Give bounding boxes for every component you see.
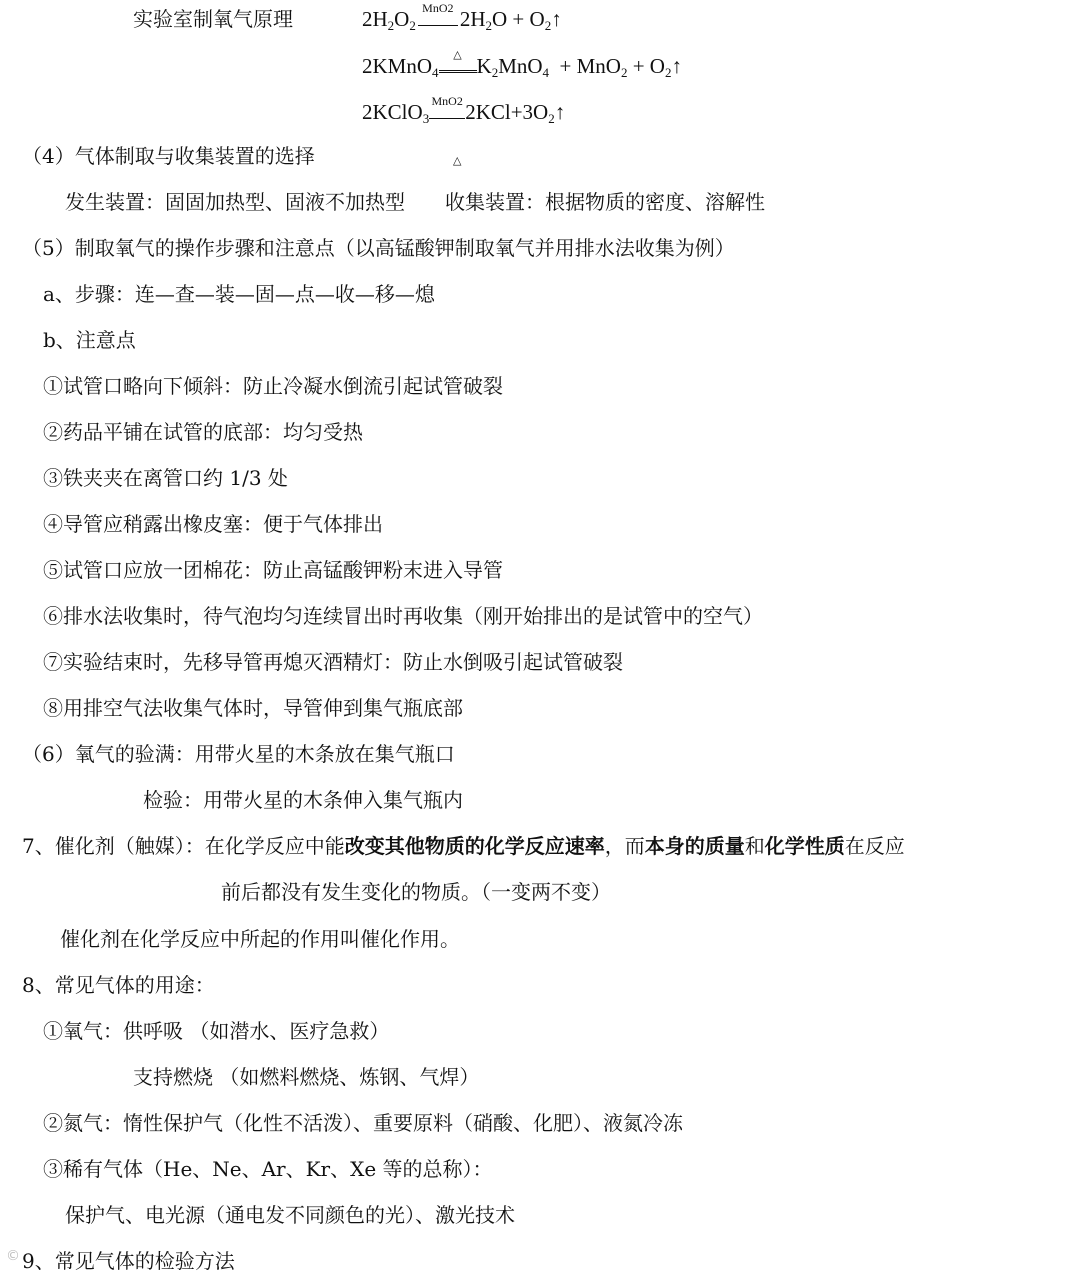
section-5-title: （5）制取氧气的操作步骤和注意点（以高锰酸钾制取氧气并用排水法收集为例） [22, 236, 735, 260]
section-5-steps: a、步骤：连—查—装—固—点—收—移—熄 [43, 282, 435, 306]
section-5-notes-title: b、注意点 [43, 328, 136, 352]
note-item: ⑧用排空气法收集气体时，导管伸到集气瓶底部 [43, 696, 463, 720]
catalyst-condition: MnO2 [431, 94, 463, 108]
rare-gas-use: 保护气、电光源（通电发不同颜色的光）、激光技术 [65, 1203, 515, 1227]
note-item: ①试管口略向下倾斜：防止冷凝水倒流引起试管破裂 [43, 374, 503, 398]
rare-gas-title: ③稀有气体（He、Ne、Ar、Kr、Xe 等的总称）： [43, 1157, 493, 1181]
note-item: ④导管应稍露出橡皮塞：便于气体排出 [43, 512, 383, 536]
lab-principle-label: 实验室制氧气原理 [133, 7, 293, 31]
note-item: ⑦实验结束时，先移导管再熄灭酒精灯：防止水倒吸引起试管破裂 [43, 650, 623, 674]
heat-triangle-icon: △ [453, 49, 462, 61]
equation-kmno4: 2KMnO$_4$ △ $K_2MnO_4 + MnO_2$ + $O_2↑$ [362, 49, 682, 80]
section-9-title: 9、常见气体的检验方法 [22, 1249, 235, 1273]
oxygen-use: ①氧气：供呼吸 （如潜水、医疗急救） [43, 1019, 390, 1043]
emphasis: 本身的质量 [644, 834, 745, 858]
nitrogen-use: ②氮气：惰性保护气（化性不活泼）、重要原料（硝酸、化肥）、液氮冷冻 [43, 1111, 683, 1135]
section-6-check: 检验：用带火星的木条伸入集气瓶内 [143, 788, 463, 812]
catalyst-definition-cont: 前后都没有发生变化的物质。（一变两不变） [221, 880, 611, 904]
triangle-icon: △ [453, 154, 462, 167]
section-4-body: 发生装置：固固加热型、固液不加热型 收集装置：根据物质的密度、溶解性 [65, 190, 765, 214]
oxygen-use: 支持燃烧 （如燃料燃烧、炼钢、气焊） [133, 1065, 480, 1089]
catalytic-action: 催化剂在化学反应中所起的作用叫催化作用。 [60, 927, 460, 951]
emphasis: 改变其他物质的化学反应速率 [344, 834, 605, 858]
section-4-title: （4）气体制取与收集装置的选择 [22, 144, 315, 168]
note-item: ②药品平铺在试管的底部：均匀受热 [43, 420, 363, 444]
equation-h2o2: $2H_2O_2$ MnO2 $2H_2O$ + $O_2↑$ [362, 1, 562, 33]
catalyst-condition: MnO2 [422, 1, 454, 15]
section-6-title: （6）氧气的验满：用带火星的木条放在集气瓶口 [22, 742, 455, 766]
emphasis: 化学性质 [764, 834, 845, 858]
equation-kclo3: 2KClO$_3$ MnO2 $2KCl+3O_2↑$ [362, 94, 566, 126]
note-item: ③铁夹夹在离管口约 1/3 处 [43, 466, 288, 490]
watermark-icon: © [6, 1248, 20, 1264]
note-item: ⑤试管口应放一团棉花：防止高锰酸钾粉末进入导管 [43, 558, 503, 582]
catalyst-definition: 7、催化剂（触媒）：在化学反应中能改变其他物质的化学反应速率，而本身的质量和化学性质在反应 [22, 834, 905, 858]
note-item: ⑥排水法收集时，待气泡均匀连续冒出时再收集（刚开始排出的是试管中的空气） [43, 604, 763, 628]
section-8-title: 8、常见气体的用途： [22, 973, 215, 997]
